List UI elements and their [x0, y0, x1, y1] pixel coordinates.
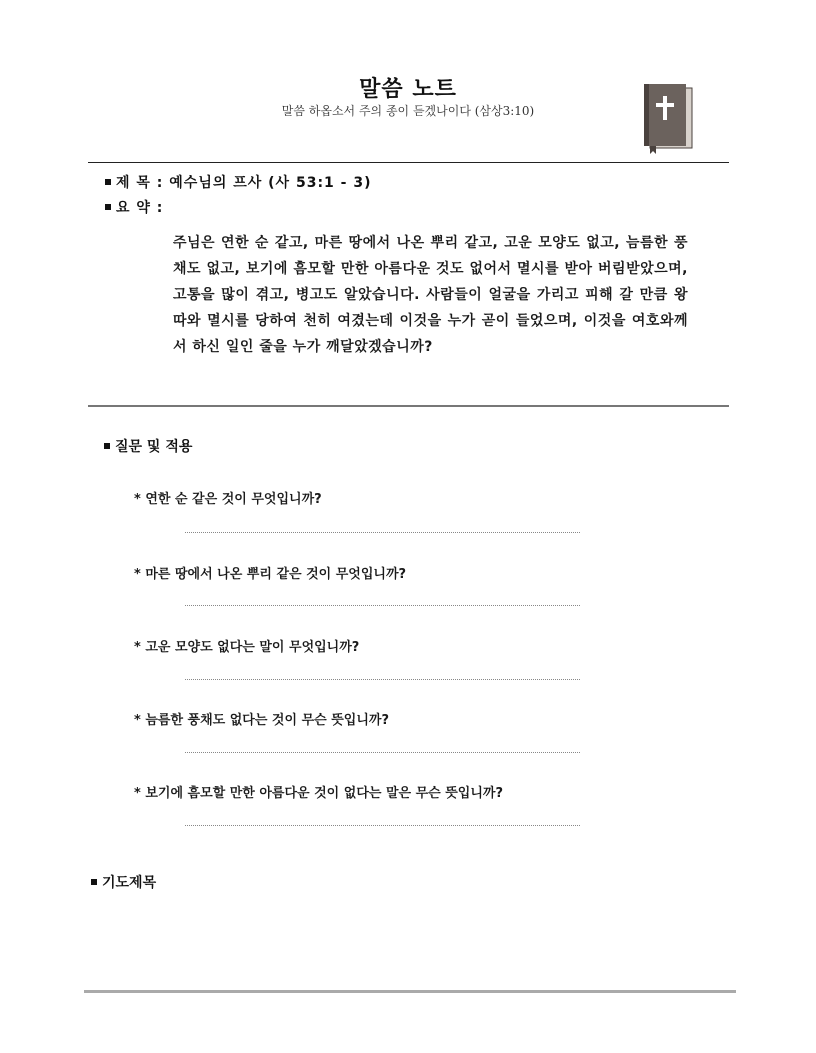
questions-heading	[104, 436, 192, 456]
summary-text: 주님은 연한 순 같고, 마른 땅에서 나온 뿌리 같고, 고운 모양도 없고, 늠름한 풍채도 없고, 보기에 흠모할 만한 아름다운 것도 없어서 멸시를 받아 버림받았으며, 고통을 많이 겪고, 병고도 알았습니다. 사람들이 얼굴을 가리고 피해 갈 만큼 왕따와 멸시를 당하여 천히 여겼는데 이것을 누가 곧이 들었으며, 이것을 여호와께서 하신 일인 줄을 누가 깨달았겠습니까?	[173, 235, 688, 355]
header-divider	[88, 162, 729, 163]
square-bullet-icon	[104, 443, 110, 449]
section-divider	[88, 405, 729, 407]
sermon-title: 제 목 : 예수님의 프사 (사 53:1 - 3)	[116, 175, 372, 191]
answer-line[interactable]	[185, 532, 580, 533]
footer-divider	[84, 990, 736, 993]
answer-line[interactable]	[185, 825, 580, 826]
sermon-title-row	[105, 172, 371, 192]
prayer-heading	[91, 872, 156, 892]
summary-label: 요 약 :	[116, 200, 164, 216]
page-subtitle: 말씀 하옵소서 주의 종이 듣겠나이다 (삼상3:10)	[281, 104, 535, 118]
question-item: * 보기에 흠모할 만한 아름다운 것이 없다는 말은 무슨 뜻입니까?	[134, 786, 504, 801]
square-bullet-icon	[91, 879, 97, 885]
question-item: * 연한 순 같은 것이 무엇입니까?	[134, 492, 322, 507]
page-title: 말씀 노트	[359, 77, 457, 102]
answer-line[interactable]	[185, 605, 580, 606]
question-item: * 마른 땅에서 나온 뿌리 같은 것이 무엇입니까?	[134, 567, 407, 582]
answer-line[interactable]	[185, 679, 580, 680]
questions-heading-label: 질문 및 적용	[115, 439, 193, 455]
answer-line[interactable]	[185, 752, 580, 753]
question-item: * 늠름한 풍채도 없다는 것이 무슨 뜻입니까?	[134, 713, 389, 728]
bible-book-icon	[640, 84, 696, 156]
question-item: * 고운 모양도 없다는 말이 무엇입니까?	[134, 640, 360, 655]
prayer-heading-label: 기도제목	[102, 875, 157, 891]
square-bullet-icon	[105, 179, 111, 185]
summary-label-row	[105, 197, 163, 217]
square-bullet-icon	[105, 204, 111, 210]
